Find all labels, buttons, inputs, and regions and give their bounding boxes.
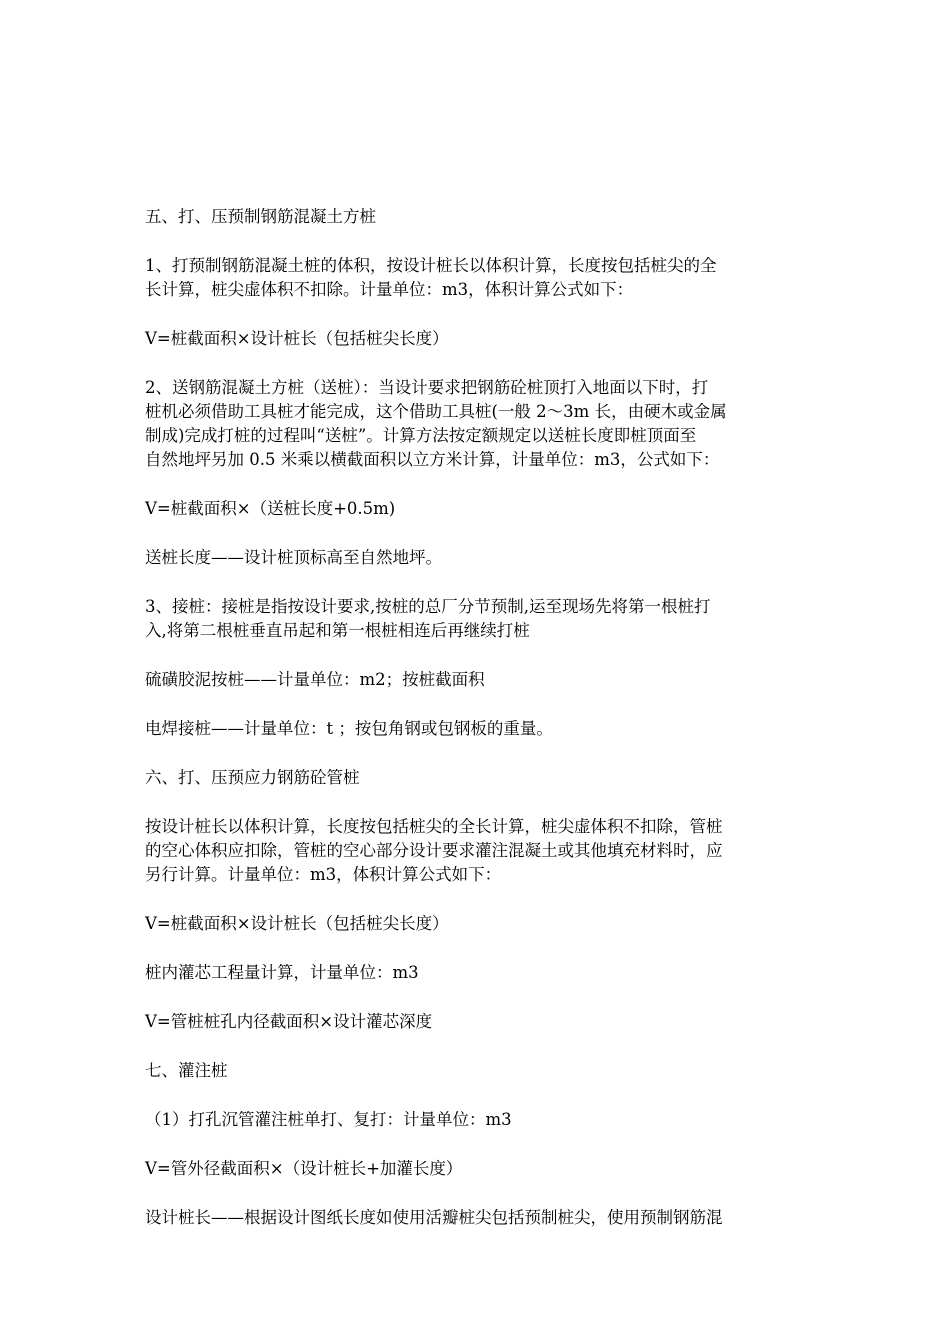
- text-line: 按设计桩长以体积计算，长度按包括桩尖的全长计算，桩尖虚体积不扣除，管桩: [145, 817, 723, 836]
- text-line: 送桩长度——设计桩顶标高至自然地坪。: [145, 548, 442, 567]
- text-line: 另行计算。计量单位：m3，体积计算公式如下：: [145, 865, 502, 884]
- definition-line: [145, 668, 815, 692]
- text-line: V=桩截面积×设计桩长（包括桩尖长度）: [145, 329, 449, 348]
- text-line: 电焊接桩——计量单位：t ；按包角钢或包钢板的重量。: [145, 719, 553, 738]
- formula-line: [145, 912, 815, 936]
- text-line: 七、灌注桩: [145, 1061, 228, 1080]
- text-line: （1）打孔沉管灌注桩单打、复打：计量单位：m3: [145, 1110, 512, 1129]
- text-line: 硫磺胶泥按桩——计量单位：m2；按桩截面积: [145, 670, 485, 689]
- text-line: 制成)完成打桩的过程叫“送桩”。计算方法按定额规定以送桩长度即桩顶面至: [145, 426, 697, 445]
- definition-line: [145, 961, 815, 985]
- text-line: 长计算，桩尖虚体积不扣除。计量单位：m3，体积计算公式如下：: [145, 280, 634, 299]
- text-line: 桩内灌芯工程量计算，计量单位：m3: [145, 963, 419, 982]
- text-line: V=管桩桩孔内径截面积×设计灌芯深度: [145, 1012, 433, 1031]
- text-line: V=桩截面积×（送桩长度+0.5m): [145, 499, 396, 518]
- section-heading-6: [145, 766, 815, 790]
- text-line: 设计桩长——根据设计图纸长度如使用活瓣桩尖包括预制桩尖，使用预制钢筋混: [145, 1208, 723, 1227]
- text-line: 五、打、压预制钢筋混凝土方桩: [145, 207, 376, 226]
- text-line: V=桩截面积×设计桩长（包括桩尖长度）: [145, 914, 449, 933]
- document-body: [145, 205, 815, 1255]
- text-line: 3、接桩：接桩是指按设计要求,按桩的总厂分节预制,运至现场先将第一根桩打: [145, 597, 711, 616]
- paragraph-pipe-pile: [145, 815, 815, 887]
- formula-line: [145, 497, 815, 521]
- text-line: 入,将第二根桩垂直吊起和第一根桩相连后再继续打桩: [145, 621, 530, 640]
- text-line: 的空心体积应扣除，管桩的空心部分设计要求灌注混凝土或其他填充材料时，应: [145, 841, 723, 860]
- text-line: V=管外径截面积×（设计桩长+加灌长度）: [145, 1159, 463, 1178]
- section-heading-7: [145, 1059, 815, 1083]
- paragraph-send-pile: [145, 376, 815, 472]
- paragraph-precast-pile-volume: [145, 254, 815, 302]
- text-line: 桩机必须借助工具桩才能完成，这个借助工具桩(一般 2～3m 长，由硬木或金属: [145, 402, 727, 421]
- formula-line: [145, 1157, 815, 1181]
- formula-line: [145, 327, 815, 351]
- formula-line: [145, 1010, 815, 1034]
- text-line: 六、打、压预应力钢筋砼管桩: [145, 768, 360, 787]
- definition-line: [145, 1206, 815, 1230]
- definition-line: [145, 546, 815, 570]
- text-line: 1、打预制钢筋混凝土桩的体积，按设计桩长以体积计算，长度按包括桩尖的全: [145, 256, 717, 275]
- paragraph-pile-joint: [145, 595, 815, 643]
- definition-line: [145, 717, 815, 741]
- list-item-1: [145, 1108, 815, 1132]
- text-line: 2、送钢筋混凝土方桩（送桩）：当设计要求把钢筋砼桩顶打入地面以下时，打: [145, 378, 709, 397]
- text-line: 自然地坪另加 0.5 米乘以横截面积以立方米计算，计量单位：m3，公式如下：: [145, 450, 720, 469]
- section-heading-5: [145, 205, 815, 229]
